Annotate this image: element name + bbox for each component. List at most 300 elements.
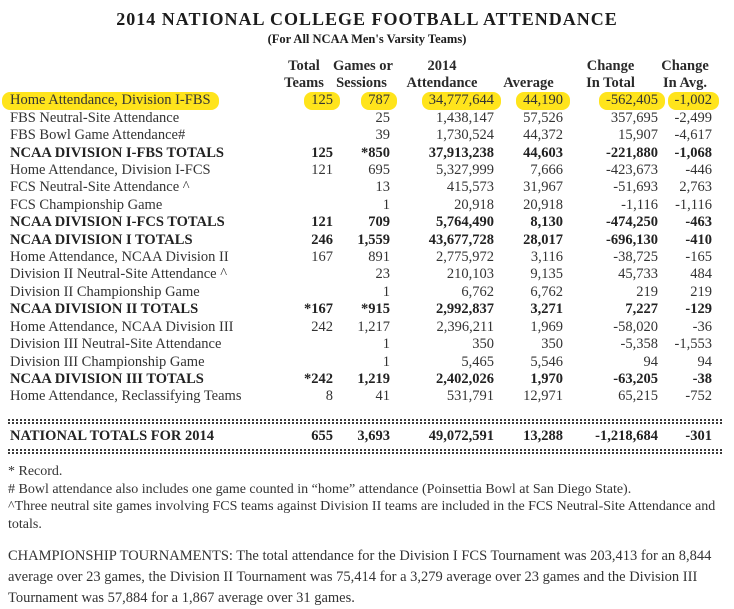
cell-value: 9,135: [530, 266, 563, 283]
cell-average: [494, 354, 563, 371]
row-label: [10, 319, 275, 336]
table-row: [10, 319, 712, 336]
row-label: [10, 354, 275, 371]
cell-attendance: [390, 354, 494, 371]
cell-value: 57,526: [523, 109, 563, 126]
table-row: [10, 179, 712, 196]
cell-total-teams: [275, 232, 333, 249]
header-line: Total: [288, 58, 320, 74]
header-line: 2014: [427, 58, 457, 74]
cell-value: 1,438,147: [436, 109, 494, 126]
cell-value: 3,271: [530, 301, 563, 318]
row-label: [10, 127, 275, 144]
cell-average: [494, 197, 563, 214]
cell-value: *167: [304, 301, 333, 318]
cell-change-total: [563, 301, 658, 318]
cell-value: 31,967: [523, 179, 563, 196]
row-label-text: Division III Neutral-Site Attendance: [10, 336, 222, 353]
cell-average: [494, 336, 563, 353]
cell-value: -562,405: [599, 92, 665, 109]
row-label-text: NATIONAL TOTALS FOR 2014: [10, 427, 214, 444]
cell-value: -474,250: [606, 214, 658, 231]
cell-value: 5,546: [530, 353, 563, 370]
cell-value: 2,763: [679, 179, 712, 196]
cell-average: [494, 179, 563, 196]
footnotes: [8, 463, 728, 533]
cell-value: 6,762: [530, 283, 563, 300]
cell-attendance: [390, 301, 494, 318]
cell-change-avg: [658, 145, 712, 162]
row-label: [10, 232, 275, 249]
cell-average: [494, 319, 563, 336]
cell-value: -5,358: [620, 336, 658, 353]
attendance-table-body: [10, 92, 712, 405]
row-label: [10, 301, 275, 318]
attendance-table: [10, 58, 712, 406]
cell-change-total: [563, 336, 658, 353]
cell-average: [494, 110, 563, 127]
cell-change-avg: [658, 301, 712, 318]
cell-total-teams: [275, 92, 333, 109]
cell-value: -129: [685, 301, 712, 318]
cell-value: 125: [304, 92, 340, 109]
cell-value: 531,791: [446, 388, 494, 405]
cell-value: -1,002: [668, 92, 719, 109]
cell-games-sessions: [333, 127, 390, 144]
row-label: [10, 249, 275, 266]
cell-value: 45,733: [618, 266, 658, 283]
row-label-text: Home Attendance, Division I-FCS: [10, 162, 211, 179]
cell-value: -2,499: [674, 109, 712, 126]
cell-value: -51,693: [613, 179, 658, 196]
cell-games-sessions: [333, 179, 390, 196]
row-label-text: Home Attendance, NCAA Division II: [10, 249, 229, 266]
cell-games-sessions: [333, 371, 390, 388]
table-row: [10, 249, 712, 266]
cell-total-teams: [275, 249, 333, 266]
cell-value: 219: [636, 283, 658, 300]
row-label-text: NCAA DIVISION I-FBS TOTALS: [10, 144, 224, 161]
cell-value: -38,725: [613, 249, 658, 266]
cell-attendance: [390, 371, 494, 388]
championship-tournaments-note: CHAMPIONSHIP TOURNAMENTS: The total attendance for the Division I FCS Tournament was 203,413 for an 8,844 average over 23 games, the Division II Tournament was 75,414 for a 3,279 average over 23 games and the Division III Tournament was 57,884 for a 1,867 average over 31 games.: [8, 548, 712, 607]
cell-games-sessions: [333, 110, 390, 127]
column-header-total-teams: [275, 58, 333, 92]
cell-value: 242: [311, 318, 333, 335]
cell-value: 20,918: [523, 196, 563, 213]
row-label: [10, 162, 275, 179]
row-label-text: NCAA DIVISION I-FCS TOTALS: [10, 214, 225, 231]
cell-value: *850: [361, 144, 390, 161]
cell-value: 350: [472, 336, 494, 353]
table-row: [10, 145, 712, 162]
row-label-text: NCAA DIVISION I TOTALS: [10, 231, 193, 248]
cell-value: -58,020: [613, 318, 658, 335]
cell-average: [494, 232, 563, 249]
cell-average: [494, 127, 563, 144]
cell-value: -1,116: [621, 196, 658, 213]
cell-attendance: [390, 336, 494, 353]
cell-value: 1,559: [357, 231, 390, 248]
cell-value: 1,730,524: [436, 127, 494, 144]
cell-games-sessions: [333, 232, 390, 249]
column-header-blank: [10, 58, 275, 92]
cell-games-sessions: [333, 388, 390, 405]
header-line: Teams: [284, 75, 324, 92]
cell-value: -446: [685, 162, 712, 179]
cell-value: 65,215: [618, 388, 658, 405]
cell-value: 246: [311, 231, 333, 248]
table-row: [10, 336, 712, 353]
cell-average: [494, 214, 563, 231]
cell-total-teams: [275, 388, 333, 405]
cell-value: 5,465: [461, 353, 494, 370]
cell-change-total: [563, 232, 658, 249]
row-label-text: NCAA DIVISION II TOTALS: [10, 301, 199, 318]
row-label: [10, 336, 275, 353]
cell-change-avg: [658, 319, 712, 336]
row-label-text: Home Attendance, Division I-FBS: [2, 92, 219, 109]
cell-value: 655: [311, 427, 333, 444]
row-label: [10, 266, 275, 283]
cell-attendance: [390, 110, 494, 127]
table-row: [10, 232, 712, 249]
cell-value: 28,017: [523, 231, 563, 248]
cell-change-total: [563, 354, 658, 371]
cell-value: 3,693: [357, 427, 390, 444]
row-label: [10, 284, 275, 301]
cell-total-teams: [275, 179, 333, 196]
cell-value: -1,218,684: [595, 427, 658, 444]
cell-change-avg: [658, 266, 712, 283]
row-label-text: Division II Neutral-Site Attendance ^: [10, 266, 227, 283]
cell-value: 1: [382, 336, 390, 353]
cell-value: -752: [685, 388, 712, 405]
national-totals-table: [10, 428, 712, 445]
cell-value: 37,913,238: [428, 144, 494, 161]
cell-value: -1,116: [675, 196, 712, 213]
dashed-divider-top: [8, 419, 724, 424]
cell-value: 2,775,972: [436, 249, 494, 266]
cell-total-teams: [275, 127, 333, 144]
cell-value: -4,617: [674, 127, 712, 144]
row-label: [10, 371, 275, 388]
cell-change-avg: [658, 162, 712, 179]
cell-attendance: [390, 266, 494, 283]
cell-attendance: [390, 92, 494, 109]
row-label-text: NCAA DIVISION III TOTALS: [10, 370, 204, 387]
cell-value: 3,116: [530, 249, 563, 266]
cell-total-teams: [275, 371, 333, 388]
row-label-text: FBS Neutral-Site Attendance: [10, 109, 180, 126]
header-line: In Avg.: [662, 75, 708, 92]
national-totals-average: [494, 428, 563, 445]
cell-change-avg: [658, 249, 712, 266]
row-label-text: FCS Neutral-Site Attendance ^: [10, 179, 190, 196]
cell-change-total: [563, 266, 658, 283]
cell-value: -423,673: [606, 162, 658, 179]
cell-value: 2,396,211: [436, 318, 494, 335]
cell-average: [494, 388, 563, 405]
page-subtitle: (For All NCAA Men's Varsity Teams): [267, 32, 467, 46]
cell-value: 210,103: [446, 266, 494, 283]
row-label-text: Home Attendance, Reclassifying Teams: [10, 388, 242, 405]
cell-change-avg: [658, 354, 712, 371]
cell-attendance: [390, 162, 494, 179]
national-totals-label: [10, 428, 275, 445]
cell-value: 1: [382, 353, 390, 370]
cell-average: [494, 162, 563, 179]
cell-value: 44,372: [523, 127, 563, 144]
cell-games-sessions: [333, 319, 390, 336]
cell-games-sessions: [333, 145, 390, 162]
national-totals-sessions: [333, 428, 390, 445]
national-totals-teams: [275, 428, 333, 445]
cell-attendance: [390, 232, 494, 249]
cell-average: [494, 266, 563, 283]
cell-attendance: [390, 249, 494, 266]
cell-value: 15,907: [618, 127, 658, 144]
cell-change-avg: [658, 388, 712, 405]
table-row: [10, 388, 712, 405]
table-row: [10, 92, 712, 109]
cell-change-total: [563, 371, 658, 388]
cell-value: 94: [643, 353, 658, 370]
cell-value: 121: [311, 162, 333, 179]
attendance-table-header: [10, 58, 712, 92]
cell-value: -38: [692, 370, 712, 387]
cell-total-teams: [275, 110, 333, 127]
row-label-text: FBS Bowl Game Attendance#: [10, 127, 186, 144]
footnote-neutral-site: ^Three neutral site games involving FCS teams against Division II teams are included in the FCS Neutral-Site Attendance and totals.: [8, 499, 716, 532]
cell-value: 1,970: [530, 370, 563, 387]
cell-value: -1,068: [674, 144, 712, 161]
cell-attendance: [390, 319, 494, 336]
cell-value: 1,969: [530, 318, 563, 335]
cell-average: [494, 92, 563, 109]
row-label-text: Division III Championship Game: [10, 353, 205, 370]
cell-value: 695: [368, 162, 390, 179]
cell-value: 34,777,644: [422, 92, 501, 109]
row-label: [10, 145, 275, 162]
cell-value: 5,764,490: [436, 214, 494, 231]
cell-value: *242: [304, 370, 333, 387]
column-header-2014-attendance: [390, 58, 494, 92]
cell-games-sessions: [333, 354, 390, 371]
cell-value: 1: [382, 283, 390, 300]
table-row: [10, 110, 712, 127]
cell-value: 1,217: [357, 318, 390, 335]
cell-value: 219: [690, 283, 712, 300]
table-row: [10, 162, 712, 179]
cell-value: -301: [685, 427, 712, 444]
cell-total-teams: [275, 301, 333, 318]
cell-value: 484: [690, 266, 712, 283]
header-line: Attendance: [406, 75, 478, 92]
row-label-text: Division II Championship Game: [10, 283, 200, 300]
cell-games-sessions: [333, 284, 390, 301]
cell-value: 357,695: [610, 109, 658, 126]
cell-change-total: [563, 162, 658, 179]
cell-change-total: [563, 214, 658, 231]
cell-change-total: [563, 388, 658, 405]
cell-value: -463: [685, 214, 712, 231]
cell-change-avg: [658, 92, 712, 109]
cell-average: [494, 249, 563, 266]
cell-games-sessions: [333, 301, 390, 318]
cell-change-total: [563, 92, 658, 109]
cell-total-teams: [275, 336, 333, 353]
cell-value: 41: [375, 388, 390, 405]
cell-value: 7,666: [530, 162, 563, 179]
header-line: In Total: [586, 75, 635, 92]
cell-change-avg: [658, 179, 712, 196]
cell-games-sessions: [333, 266, 390, 283]
cell-change-total: [563, 145, 658, 162]
row-label: [10, 388, 275, 405]
cell-value: 13: [375, 179, 390, 196]
cell-value: 7,227: [625, 301, 658, 318]
cell-value: -165: [685, 249, 712, 266]
header-line: Change: [586, 58, 635, 74]
cell-games-sessions: [333, 336, 390, 353]
table-row: [10, 197, 712, 214]
table-row: [10, 301, 712, 318]
row-label: [10, 92, 275, 109]
table-row: [10, 127, 712, 144]
cell-change-total: [563, 249, 658, 266]
national-totals-change-total: [563, 428, 658, 445]
cell-value: 1: [382, 196, 390, 213]
cell-value: -410: [685, 231, 712, 248]
cell-value: 23: [375, 266, 390, 283]
cell-value: 2,992,837: [436, 301, 494, 318]
row-label-text: FCS Championship Game: [10, 196, 163, 213]
cell-games-sessions: [333, 214, 390, 231]
table-row: [10, 266, 712, 283]
cell-change-avg: [658, 284, 712, 301]
cell-attendance: [390, 145, 494, 162]
cell-attendance: [390, 197, 494, 214]
cell-value: -36: [692, 318, 712, 335]
cell-total-teams: [275, 145, 333, 162]
cell-change-total: [563, 319, 658, 336]
cell-value: 12,971: [523, 388, 563, 405]
row-label: [10, 197, 275, 214]
cell-change-total: [563, 284, 658, 301]
header-line: Average: [503, 75, 554, 92]
cell-value: 94: [697, 353, 712, 370]
cell-total-teams: [275, 354, 333, 371]
cell-change-total: [563, 127, 658, 144]
header-line: Games or: [333, 58, 393, 74]
cell-value: 787: [361, 92, 397, 109]
dashed-divider-bottom: [8, 449, 724, 454]
cell-value: 44,603: [523, 144, 563, 161]
cell-value: 49,072,591: [428, 427, 494, 444]
cell-games-sessions: [333, 197, 390, 214]
national-totals-attendance: [390, 428, 494, 445]
cell-change-total: [563, 179, 658, 196]
cell-value: 8: [325, 388, 333, 405]
footnote-bowl-attendance: # Bowl attendance also includes one game counted in “home” attendance (Poinsettia Bowl at San Diego State).: [8, 481, 632, 497]
national-totals-row: [10, 428, 712, 445]
cell-value: 8,130: [530, 214, 563, 231]
cell-average: [494, 145, 563, 162]
cell-change-avg: [658, 336, 712, 353]
cell-value: 125: [311, 144, 333, 161]
national-totals-change-avg: [658, 428, 712, 445]
row-label: [10, 179, 275, 196]
table-row: [10, 354, 712, 371]
cell-value: 891: [368, 249, 390, 266]
table-row: [10, 284, 712, 301]
cell-value: 167: [311, 249, 333, 266]
cell-value: 6,762: [461, 283, 494, 300]
column-header-average: [494, 58, 563, 92]
row-label: [10, 214, 275, 231]
cell-attendance: [390, 388, 494, 405]
cell-value: 121: [311, 214, 333, 231]
table-row: [10, 214, 712, 231]
cell-change-avg: [658, 197, 712, 214]
cell-value: 43,677,728: [428, 231, 494, 248]
cell-total-teams: [275, 162, 333, 179]
cell-value: 44,190: [516, 92, 570, 109]
cell-change-avg: [658, 127, 712, 144]
cell-attendance: [390, 127, 494, 144]
column-header-change-in-avg: [658, 58, 712, 92]
cell-value: -221,880: [606, 144, 658, 161]
cell-games-sessions: [333, 162, 390, 179]
cell-value: 5,327,999: [436, 162, 494, 179]
row-label-text: Home Attendance, NCAA Division III: [10, 318, 234, 335]
column-header-change-in-total: [563, 58, 658, 92]
cell-attendance: [390, 179, 494, 196]
cell-change-avg: [658, 214, 712, 231]
cell-value: 13,288: [523, 427, 563, 444]
cell-games-sessions: [333, 92, 390, 109]
cell-value: -63,205: [613, 370, 658, 387]
cell-total-teams: [275, 214, 333, 231]
page-title: 2014 NATIONAL COLLEGE FOOTBALL ATTENDANCE: [116, 9, 618, 29]
cell-average: [494, 301, 563, 318]
cell-attendance: [390, 284, 494, 301]
header-line: Sessions: [336, 75, 387, 92]
cell-value: 415,573: [446, 179, 494, 196]
cell-value: *915: [361, 301, 390, 318]
header-line: Change: [661, 58, 709, 74]
cell-total-teams: [275, 284, 333, 301]
column-header-games-sessions: [333, 58, 393, 92]
cell-value: 1,219: [357, 370, 390, 387]
cell-value: 350: [541, 336, 563, 353]
cell-total-teams: [275, 266, 333, 283]
cell-change-total: [563, 197, 658, 214]
cell-average: [494, 284, 563, 301]
cell-change-total: [563, 110, 658, 127]
cell-games-sessions: [333, 249, 390, 266]
row-label: [10, 110, 275, 127]
cell-value: 39: [375, 127, 390, 144]
cell-total-teams: [275, 319, 333, 336]
cell-total-teams: [275, 197, 333, 214]
cell-value: 25: [375, 109, 390, 126]
cell-change-avg: [658, 232, 712, 249]
cell-change-avg: [658, 371, 712, 388]
footnote-record: * Record.: [8, 464, 63, 480]
table-row: [10, 371, 712, 388]
